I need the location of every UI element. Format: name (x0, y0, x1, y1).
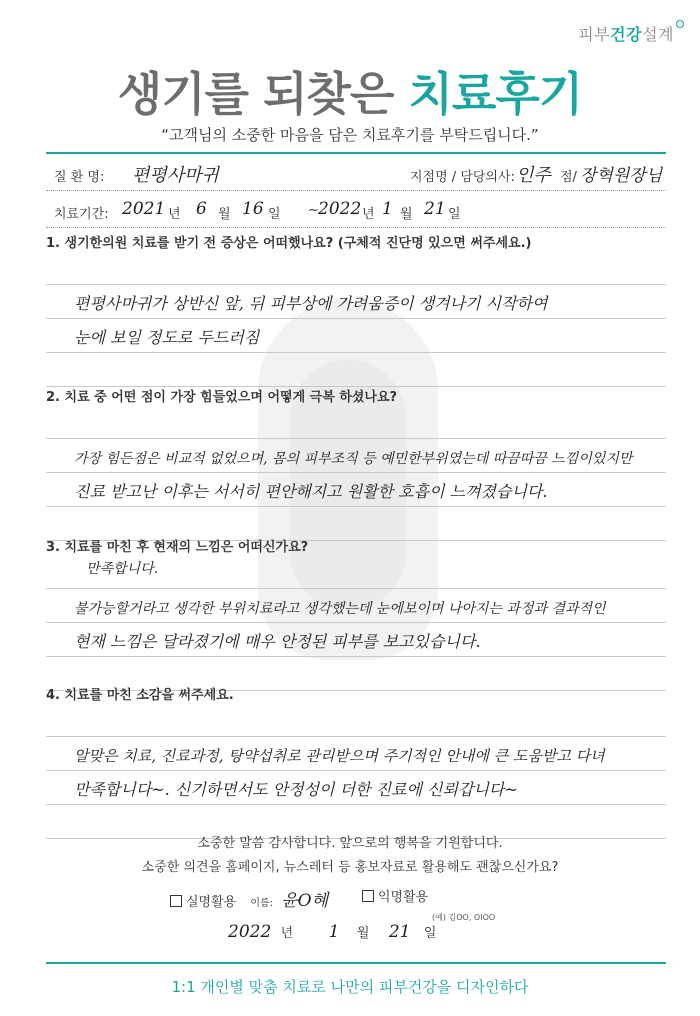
answer-line (46, 251, 666, 285)
question-4-text: 4. 치료를 마친 소감을 써주세요. (46, 688, 234, 703)
question-4-section (46, 684, 666, 839)
footer-divider (46, 962, 666, 964)
date-month[interactable]: 1 (328, 922, 340, 942)
consent-text: 소중한 의견을 홈페이지, 뉴스레터 등 홍보자료로 활용해도 괜찮으신가요? (141, 860, 559, 875)
question-1-section (46, 232, 666, 387)
signature-date (228, 922, 436, 942)
answer-line (46, 623, 666, 657)
answer-line (46, 319, 666, 353)
answer-line (46, 439, 666, 473)
thanks-text: 소중한 말씀 감사합니다. 앞으로의 행복을 기원합니다. (197, 836, 503, 851)
answer-line (46, 737, 666, 771)
end-day-unit: 일 (448, 207, 461, 222)
logo-dot-icon (676, 20, 684, 28)
answer-3-line-2[interactable]: 불가능할거라고 생각한 부위치료라고 생각했는데 눈에보이며 나아지는 과정과 결과적인 (74, 601, 606, 617)
answer-line (46, 473, 666, 507)
page-title: 생기를 되찾은 치료후기 (117, 67, 583, 121)
end-year-unit: 년 (362, 207, 375, 222)
info-row-disease (46, 154, 666, 191)
answer-line (46, 555, 666, 589)
disease-value[interactable]: 편평사마귀 (132, 165, 219, 186)
answer-3-line-1[interactable]: 만족합니다. (86, 561, 159, 577)
real-name-option[interactable]: 실명활용 이름: 윤O혜 (170, 886, 328, 911)
date-day[interactable]: 21 (388, 922, 411, 942)
question-1-text: 1. 생기한의원 치료를 받기 전 증상은 어떠했나요? (구체적 진단명 있으면 써주세요.) (46, 236, 532, 251)
answer-1-line-1[interactable]: 편평사마귀가 상반신 앞, 뒤 피부상에 가려움증이 생겨나기 시작하여 (74, 294, 548, 313)
start-year-unit: 년 (168, 207, 181, 222)
answer-line (46, 589, 666, 623)
anonymous-option[interactable]: 익명활용 (362, 886, 428, 905)
brand-logo: 피부건강설계 (578, 22, 674, 45)
disease-label: 질 환 명: (54, 170, 105, 185)
answer-4-line-2[interactable]: 만족합니다~. 신기하면서도 안정성이 더한 진료에 신뢰갑니다~ (74, 780, 518, 799)
question-2-text: 2. 치료 중 어떤 점이 가장 힘들었으며 어떻게 극복 하셨나요? (46, 390, 398, 405)
start-month-unit: 월 (218, 207, 231, 222)
answer-line (46, 285, 666, 319)
page-subtitle: “고객님의 소중한 마음을 담은 치료후기를 부탁드립니다.” (161, 126, 539, 144)
end-year[interactable]: 2022 (318, 199, 362, 219)
question-3-text: 3. 치료를 마친 후 현재의 느낌은 어떠신가요? (46, 540, 309, 555)
end-month-unit: 월 (400, 207, 413, 222)
date-year-unit: 년 (280, 926, 294, 941)
date-day-unit: 일 (423, 926, 437, 941)
branch-unit: 점/ (560, 170, 577, 185)
answer-1-line-2[interactable]: 눈에 보일 정도로 두드러짐 (74, 328, 260, 347)
start-day[interactable]: 16 (242, 199, 264, 219)
footer-slogan: 1:1 개인별 맞춤 치료로 나만의 피부건강을 디자인하다 (171, 978, 529, 996)
answer-line (46, 353, 666, 387)
real-name-checkbox[interactable] (170, 895, 182, 907)
answer-2-line-1[interactable]: 가장 힘든점은 비교적 없었으며, 몸의 피부조직 등 예민한부위였는데 따끔따끔 느낌이있지만 (74, 451, 633, 467)
period-label: 치료기간: (54, 207, 109, 222)
answer-3-line-3[interactable]: 현재 느낌은 달라졌기에 매우 안정된 피부를 보고있습니다. (74, 632, 481, 651)
question-3-section (46, 536, 666, 691)
answer-line (46, 703, 666, 737)
branch-label: 지점명 / 담당의사: (410, 170, 515, 185)
end-day[interactable]: 21 (424, 199, 446, 219)
answer-4-line-1[interactable]: 알맞은 치료, 진료과정, 탕약섭취로 관리받으며 주기적인 안내에 큰 도움받고 다녀 (74, 747, 605, 765)
answer-2-line-2[interactable]: 진료 받고난 이후는 서서히 편안해지고 원활한 호흡이 느껴졌습니다. (74, 482, 548, 501)
name-value[interactable]: 윤O혜 (281, 891, 328, 911)
info-row-period (46, 191, 666, 228)
doctor-value[interactable]: 장혁원장님 (580, 166, 663, 186)
start-year[interactable]: 2021 (122, 199, 166, 219)
answer-line (46, 405, 666, 439)
branch-value[interactable]: 인주 (516, 165, 551, 186)
name-label: 이름: (250, 898, 274, 909)
answer-line (46, 771, 666, 805)
anonymous-checkbox[interactable] (362, 890, 374, 902)
date-month-unit: 월 (356, 926, 370, 941)
question-2-section (46, 386, 666, 541)
date-year[interactable]: 2022 (228, 922, 272, 942)
start-day-unit: 일 (268, 207, 281, 222)
start-month[interactable]: 6 (196, 199, 207, 219)
name-example: (예) 김OO, OIOO (432, 913, 496, 922)
period-tilde: ~ (308, 203, 319, 218)
info-box (46, 152, 666, 228)
end-month[interactable]: 1 (382, 199, 393, 219)
